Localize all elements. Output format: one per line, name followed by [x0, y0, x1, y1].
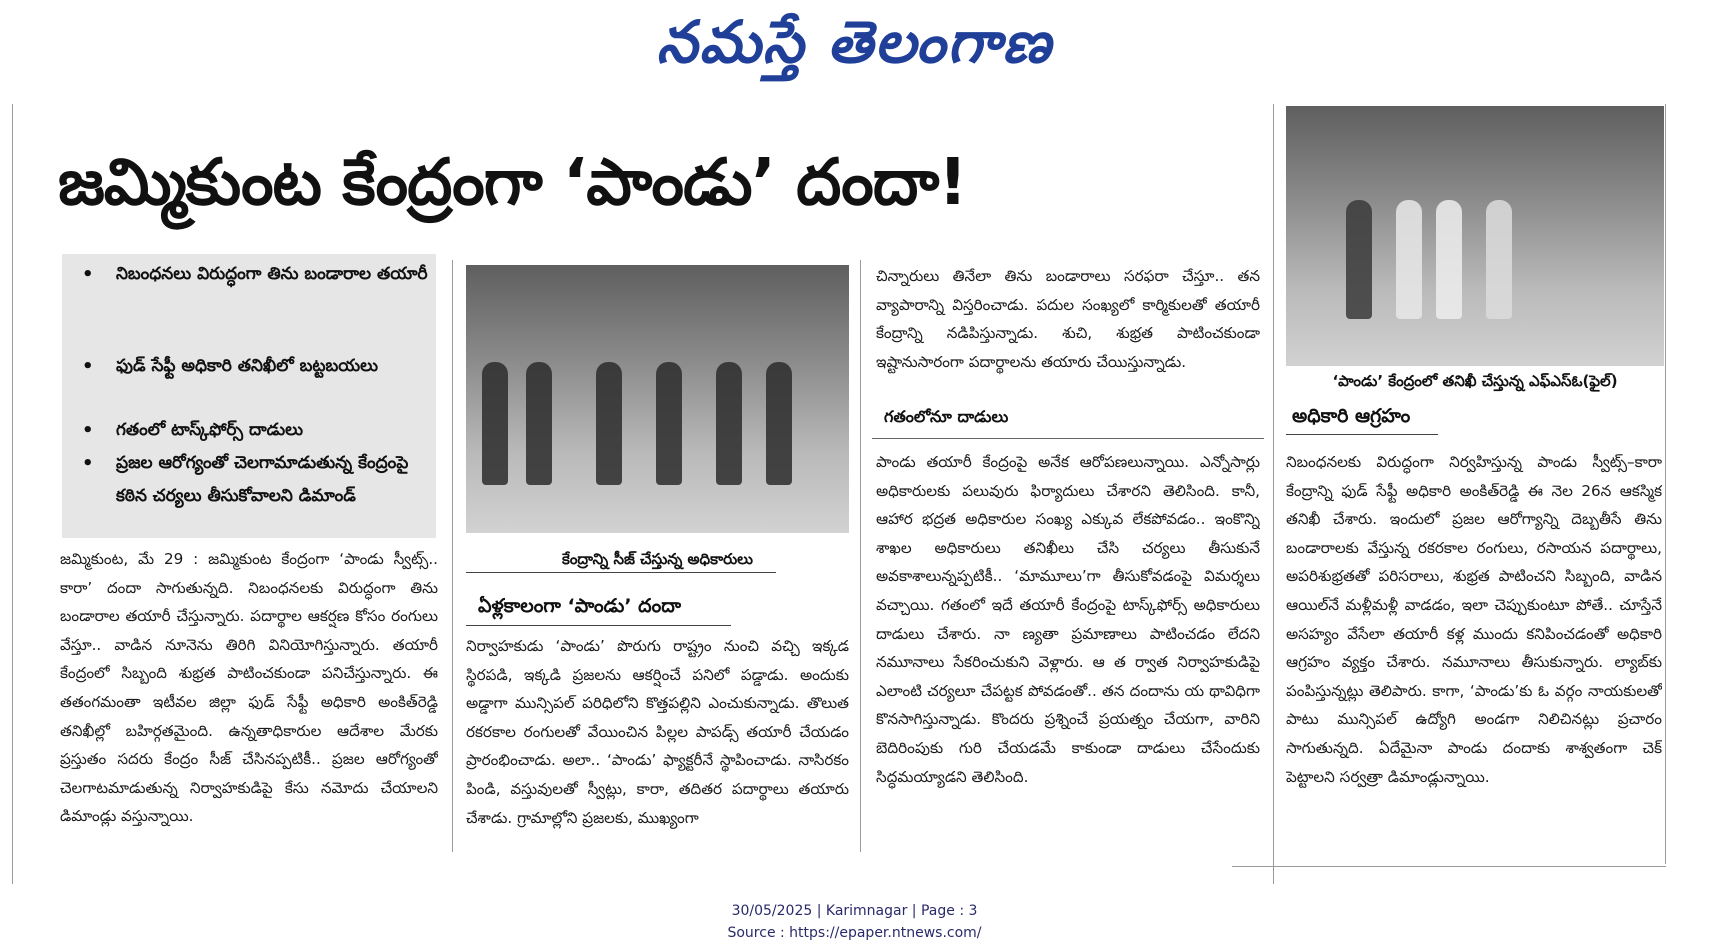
page-footer	[0, 900, 1709, 944]
footer-source: Source : https://epaper.ntnews.com/	[727, 925, 982, 941]
col2-subhead-rule	[466, 625, 731, 626]
col3-subhead: గతంలోనూ దాడులు	[884, 407, 1009, 426]
center-caption-rule	[466, 572, 776, 573]
article-column-3-top: చిన్నారులు తినేలా తిను బండారాలు సరఫరా చేస్తూ.. తన వ్యాపారాన్ని విస్తరించాడు. పదుల సంఖ్యలో కార్మికులతో తయారీ కేంద్రాన్ని నడిపిస్తున్నాడు. శుచి, శుభ్రత పాటించకుండా ఇష్టానుసారంగా పదార్థాలను తయారు చేయిస్తున్నాడు.	[876, 267, 1260, 371]
col2-subhead: ఏళ్లకాలంగా ‘పాండు’ దందా	[478, 595, 681, 617]
newspaper-logo: నమస్తే తెలంగాణ	[656, 8, 1053, 76]
article-column-3-bottom: పాండు తయారీ కేంద్రంపై అనేక ఆరోపణలున్నాయి. ఎన్నోసార్లు అధికారులకు పలువురు ఫిర్యాదులు చేశారని తెలిసింది. కానీ, ఆహార భద్రత అధికారుల సంఖ్య ఎక్కువ లేకపోవడం.. ఇంకొన్ని శాఖల అధికారులు తనిఖీలు చేసి చర్యలు తీసుకునే అవకాశాలున్నప్పటికీ.. ‘మామూలు’గా తీసుకోవడంపై విమర్శలు వచ్చాయి. గతంలో ఇదే తయారీ కేంద్రంపై టాస్క్‌ఫోర్స్ అధికారులు దాడులు చేశారు. నా ణ్యతా ప్రమాణాలు పాటించడం లేదని నమూనాలు సేకరించుకుని వెళ్లారు. ఆ త ర్వాత నిర్వాహకుడిపై ఎలాంటి చర్యలూ చేపట్టక పోవడంతో.. తన దందాను య థావిధిగా కొనసాగిస్తున్నాడు. కొందరు ప్రశ్నించే ప్రయత్నం చేయగా, వారిని బెదిరింపుకు గురి చేయడమే కాకుండా దాడులు చేసేందుకు సిద్ధమయ్యాడని తెలిసింది.	[876, 453, 1260, 786]
headline: జమ్మికుంట కేంద్రంగా ‘పాండు’ దందా!	[58, 146, 967, 220]
right-photo	[1286, 106, 1664, 366]
article-column-2: నిర్వాహకుడు ‘పాండు’ పొరుగు రాష్ట్రం నుంచి వచ్చి ఇక్కడ స్థిరపడి, ఇక్కడి ప్రజలను ఆకర్షించే పనిలో పడ్డాడు. అందుకు అడ్డాగా మున్సిపల్ పరిధిలోని కొత్తపల్లిని ఎంచుకున్నాడు. తొలుత రకరకాల రంగులతో వేయించిన పిల్లల పాపడ్స్ తయారీ చేయడం ప్రారంభించాడు. అలా.. ‘పాండు’ ఫ్యాక్టరీనే స్థాపించాడు. నాసిరకం పిండి, వస్తువులతో స్వీట్లు, కారా, తదితర పదార్థాలు తయారు చేశాడు. గ్రామాల్లోని ప్రజలకు, ముఖ్యంగా	[466, 637, 849, 827]
right-border	[1665, 104, 1666, 864]
right-photo-caption: ‘పాండు’ కేంద్రంలో తనిఖీ చేస్తున్న ఎఫ్ఎస్ఓ(ఫైల్)	[1332, 372, 1618, 390]
highlight-item: • ప్రజల ఆరోగ్యంతో చెలగామాడుతున్న కేంద్రంపై కఠిన చర్యలు తీసుకోవాలని డిమాండ్	[82, 453, 409, 506]
column-rule-2	[860, 260, 861, 852]
highlight-item: • నిబంధనలు విరుద్ధంగా తిను బండారాల తయారీ	[82, 264, 428, 285]
highlight-item: • ఫుడ్ సేఫ్టీ అధికారి తనిఖీలో బట్టబయలు	[82, 356, 379, 377]
center-photo-caption: కేంద్రాన్ని సీజ్ చేస్తున్న అధికారులు	[562, 550, 753, 568]
highlights-box	[62, 254, 436, 538]
masthead	[0, 0, 1709, 96]
left-border	[12, 104, 13, 884]
col4-subhead: అధికారి ఆగ్రహం	[1292, 405, 1411, 427]
article-column-4: నిబంధనలకు విరుద్ధంగా నిర్వహిస్తున్న పాండు స్వీట్స్–కారా కేంద్రాన్ని ఫుడ్ సేఫ్టీ అధికారి అంకిత్‌రెడ్డి ఈ నెల 26న ఆకస్మిక తనిఖీ చేశారు. ఇందులో ప్రజల ఆరోగ్యాన్ని దెబ్బతీసే తిను బండారాలకు వేస్తున్న రకరకాల రంగులు, రసాయన పదార్థాలు, అపరిశుభ్రతతో పరిసరాలు, శుభ్రత పాటించని సిబ్బంది, వాడిన ఆయిల్‌నే మళ్లీమళ్లీ వాడడం, ఇలా చెప్పుకుంటూ పోతే.. చూస్తేనే అసహ్యం వేసేలా తయారీ కళ్ల ముందు కనిపించడంతో అధికారి ఆగ్రహం వ్యక్తం చేశారు. నమూనాలు తీసుకున్నారు. ల్యాబ్‌కు పంపిస్తున్నట్లు తెలిపారు. కాగా, ‘పాండు’కు ఓ వర్గం నాయకులతో పాటు మున్సిపల్ ఉద్యోగి అండగా నిలిచినట్లు ప్రచారం సాగుతున్నది. ఏదేమైనా పాండు దందాకు శాశ్వతంగా చెక్ పెట్టాలని సర్వత్రా డిమాండ్లున్నాయి.	[1286, 453, 1662, 786]
footer-date-edition: 30/05/2025 | Karimnagar | Page : 3	[731, 903, 978, 919]
col4-subhead-rule	[1286, 434, 1438, 435]
article-column-1: జమ్మికుంట, మే 29 : జమ్మికుంట కేంద్రంగా ‘పాండు స్వీట్స్.. కారా’ దందా సాగుతున్నది. నిబంధనలకు విరుద్ధంగా తిను బండారాల తయారీ చేస్తున్నారు. పదార్థాల ఆకర్షణ కోసం రంగులు వేస్తూ.. వాడిన నూనెను తిరిగి వినియోగిస్తున్నారు. తయారీ కేంద్రంలో సిబ్బంది శుభ్రత పాటించకుండా పనిచేస్తున్నారు. ఈ తతంగమంతా ఇటీవల జిల్లా ఫుడ్ సేఫ్టీ అధికారి అంకిత్‌రెడ్డి తనిఖీల్లో బహిర్గతమైంది. ఉన్నతాధికారుల ఆదేశాల మేరకు ప్రస్తుతం సదరు కేంద్రం సీజ్ చేసినప్పటికీ.. ప్రజల ఆరోగ్యంతో చెలగాటమాడుతున్న నిర్వాహకుడిపై కేసు నమోదు చేయాలని డిమాండ్లు వస్తున్నాయి.	[60, 550, 438, 826]
highlight-item: • గతంలో టాస్క్‌ఫోర్స్ దాడులు	[82, 420, 304, 441]
column-rule-3	[1273, 104, 1274, 884]
column-rule-1	[452, 260, 453, 852]
col3-divider	[872, 438, 1264, 439]
bottom-rule	[1232, 866, 1666, 867]
center-photo	[466, 265, 849, 533]
